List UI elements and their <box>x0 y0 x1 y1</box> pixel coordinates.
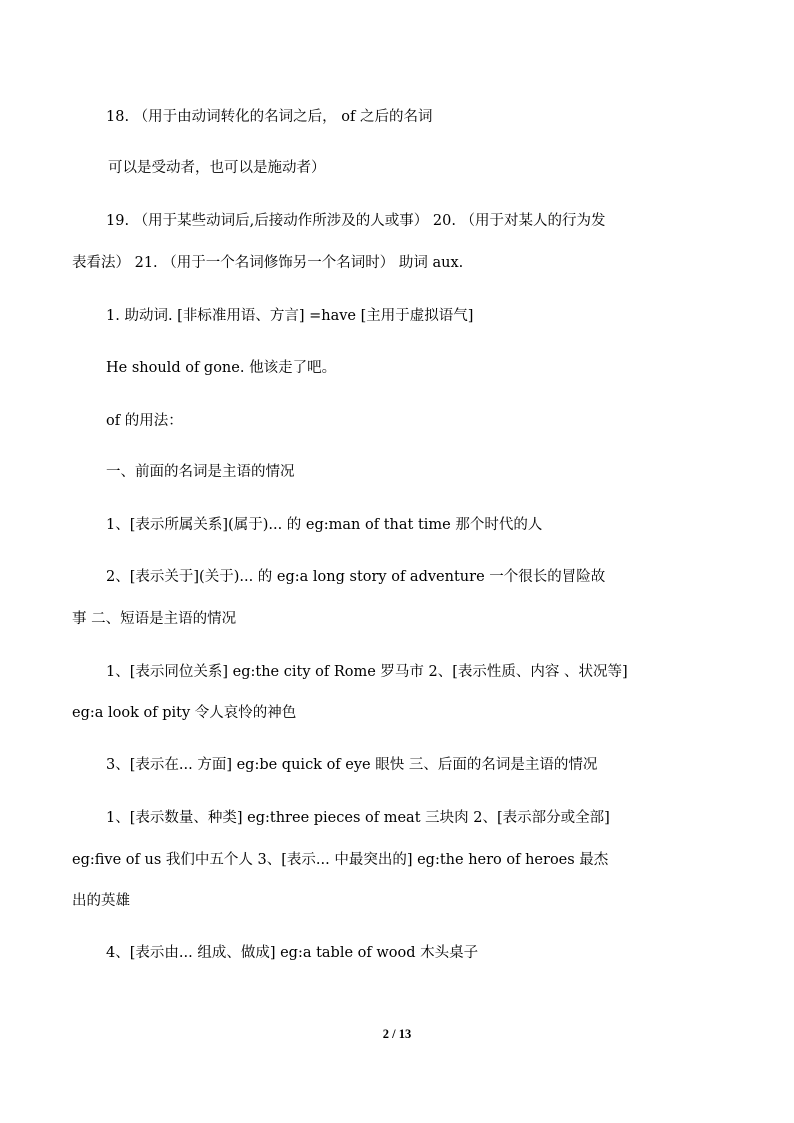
text-line: He should of gone. 他该走了吧。 <box>106 360 337 376</box>
text-line: 表看法） 21. （用于一个名词修饰另一个名词时） 助词 aux. <box>72 255 464 271</box>
text-line: 2、[表示关于](关于)... 的 eg:a long story of adventure 一个很长的冒险故 <box>106 569 606 585</box>
text-line: 出的英雄 <box>72 893 130 909</box>
text-line: of 的用法： <box>106 413 183 429</box>
text-line: eg:five of us 我们中五个人 3、[表示... 中最突出的] eg:the hero of heroes 最杰 <box>72 852 609 868</box>
text-line: eg:a look of pity 令人哀怜的神色 <box>72 705 297 721</box>
text-line: 1、[表示所属关系](属于)... 的 eg:man of that time 那个时代的人 <box>106 517 543 533</box>
text-line: 1、[表示数量、种类] eg:three pieces of meat 三块肉 2、[表示部分或全部] <box>106 810 610 826</box>
text-line: 1. 助动词. [非标准用语、方言] =have [主用于虚拟语气] <box>106 308 474 324</box>
section-heading: 一、前面的名词是主语的情况 <box>106 464 295 480</box>
text-line: 19. （用于某些动词后,后接动作所涉及的人或事） 20. （用于对某人的行为发 <box>106 213 606 229</box>
text-line: 18. （用于由动词转化的名词之后， of 之后的名词 <box>106 109 433 125</box>
page-number: 2 / 13 <box>382 1027 412 1041</box>
text-line: 可以是受动者，也可以是施动者） <box>108 160 326 176</box>
text-line: 事 二、短语是主语的情况 <box>72 611 237 627</box>
text-line: 3、[表示在... 方面] eg:be quick of eye 眼快 三、后面的名词是主语的情况 <box>106 757 598 773</box>
text-line: 4、[表示由... 组成、做成] eg:a table of wood 木头桌子 <box>106 945 479 961</box>
text-line: 1、[表示同位关系] eg:the city of Rome 罗马市 2、[表示性质、内容 、状况等] <box>106 664 628 680</box>
